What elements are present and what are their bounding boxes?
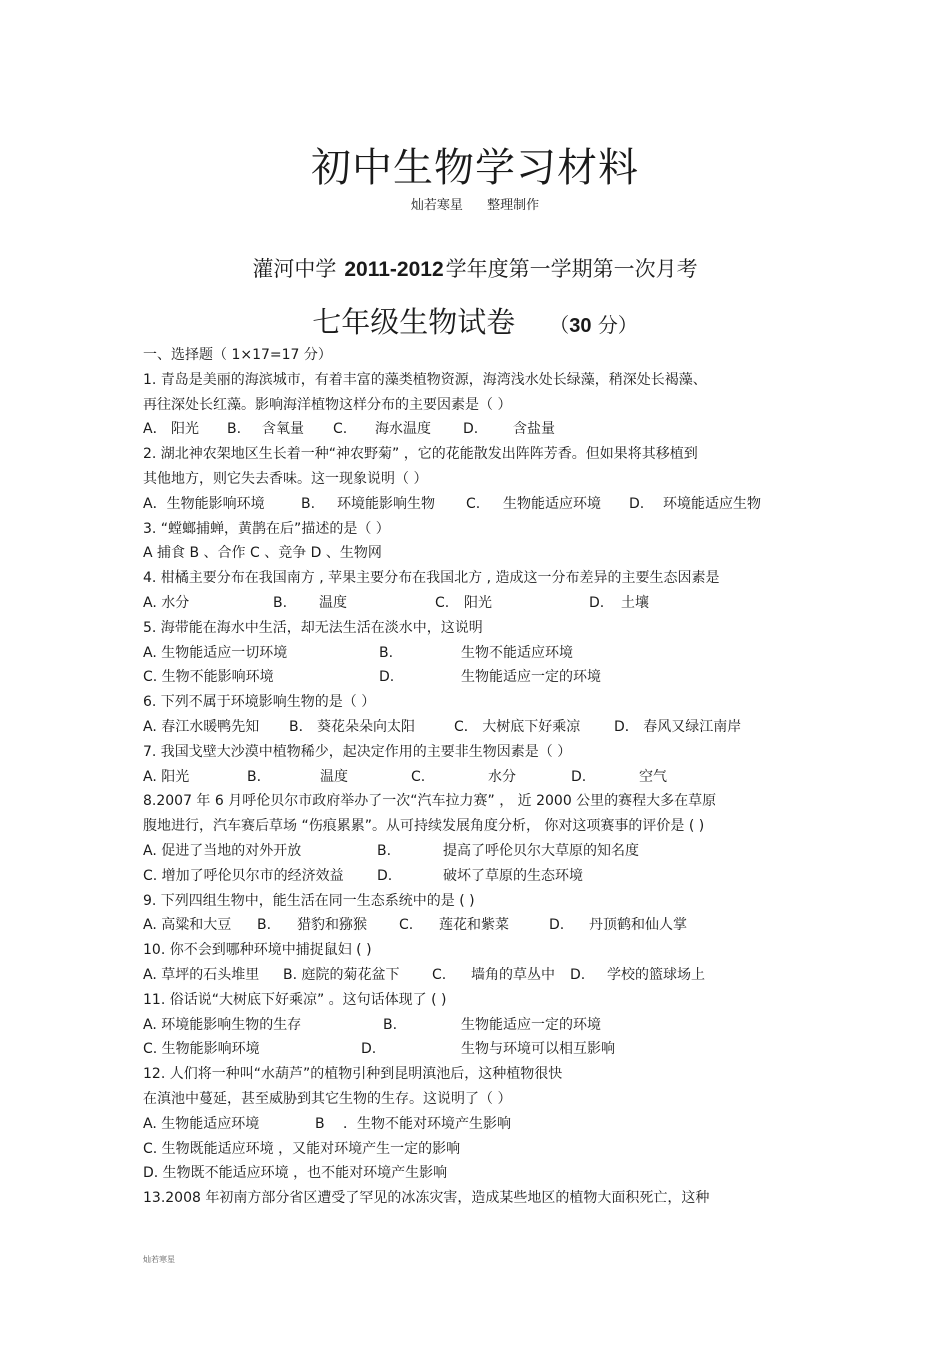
paper-score: （30 分） [549,313,638,337]
text-line [143,765,803,790]
line-text: 2. 湖北神农架地区生长着一种“神农野菊” ，它的花能散发出阵阵芳香。但如果将其移植到 [143,446,698,463]
text-line [143,889,803,914]
author-line [0,194,950,213]
option-text: D． 春风又绿江南岸 [614,718,742,735]
option-text: D. [589,594,605,611]
paper-title-text: 七年级生物试卷 [312,305,516,339]
text-line [143,641,803,666]
line-text: A. 阳光 [143,768,190,785]
option-text: 空气 [639,768,667,785]
text-line [143,1062,803,1087]
text-line [143,740,803,765]
text-line [143,591,803,616]
option-text: C. [399,917,414,934]
line-text: D. 生物既不能适应环境 ，也不能对环境产生影响 [143,1165,448,1182]
option-text: B. [227,421,242,438]
option-text: 生物与环境可以相互影响 [461,1041,615,1058]
line-text: 腹地进行，汽车赛后草场 “伤痕累累”。从可持续发展角度分析， 你对这项赛事的评价是 ( ) [143,818,705,835]
option-text: D. [549,917,565,934]
option-text: D. [377,867,393,884]
option-text: 丹顶鹤和仙人掌 [589,917,687,934]
option-text: 生物不能适应环境 [461,644,573,661]
text-line [143,1186,803,1211]
option-text: B. 庭院的菊花盆下 [283,966,400,983]
text-line [143,467,803,492]
option-text: 生物能适应环境 [503,495,601,512]
option-text: D. [570,966,586,983]
option-text: B. [257,917,272,934]
line-text: A. 促进了当地的对外开放 [143,842,302,859]
line-text: 12. 人们将一种叫“水葫芦”的植物引种到昆明滇池后，这种植物很快 [143,1066,563,1083]
line-text: 10. 你不会到哪种环境中捕捉鼠妇 ( ) [143,942,372,959]
exam-title [0,253,950,283]
text-line [143,393,803,418]
text-line [143,417,803,442]
text-line [143,368,803,393]
text-line [143,913,803,938]
text-line [143,864,803,889]
line-text: A. 高粱和大豆 [143,917,232,934]
line-text: A. 环境能影响生物的生存 [143,1016,302,1033]
text-line [143,988,803,1013]
text-line [143,1161,803,1186]
text-line [143,1112,803,1137]
author-role: 整理制作 [487,198,540,213]
option-text: C． 大树底下好乘凉 [454,718,581,735]
line-text: 一、选择题（ 1×17=17 分） [143,347,332,363]
text-line [143,1013,803,1038]
option-text: C. [435,594,450,611]
line-text: 13.2008 年初南方部分省区遭受了罕见的冰冻灾害，造成某些地区的植物大面积死亡，这种 [143,1190,710,1207]
option-text: B [315,1115,325,1132]
paper-title [0,300,950,341]
option-text: B. [379,644,394,661]
line-text: A. 草坪的石头堆里 [143,966,260,983]
option-text: D. [361,1041,377,1058]
line-text: 4. 柑橘主要分布在我国南方 , 苹果主要分布在我国北方 , 造成这一分布差异的主要生态因素是 [143,570,720,587]
option-text: D. [379,669,395,686]
line-text: A. 水分 [143,594,190,611]
line-text: A． 阳光 [143,421,200,438]
text-line [143,814,803,839]
option-text: 生物能适应一定的环境 [461,1016,601,1033]
exam-term: 学年度第一学期第一次月考 [445,257,698,281]
option-text: 水分 [488,768,516,785]
text-line [143,343,803,368]
text-line [143,1137,803,1162]
line-text: A．生物能影响环境 [143,495,265,512]
option-text: 温度 [320,768,348,785]
line-text: A. 生物能适应环境 [143,1115,260,1132]
line-text: A 捕食 B 、合作 C 、竞争 D 、生物网 [143,545,382,562]
option-text: 学校的篮球场上 [607,966,705,983]
text-line [143,665,803,690]
option-text: 莲花和紫菜 [439,917,509,934]
text-line [143,938,803,963]
exam-years: 2011-2012 [344,258,444,281]
line-text: 其他地方，则它失去香味。这一现象说明（ ） [143,470,428,487]
option-text: 破坏了草原的生态环境 [443,867,583,884]
line-text: 7. 我国戈壁大沙漠中植物稀少，起决定作用的主要非生物因素是（ ） [143,743,572,760]
option-text: 含氧量 [262,421,304,438]
text-line [143,616,803,641]
option-text: 环境能适应生物 [663,495,761,512]
text-line [143,1037,803,1062]
line-text: 6. 下列不属于环境影响生物的是（ ） [143,694,376,711]
line-text: 5. 海带能在海水中生活，却无法生活在淡水中，这说明 [143,619,483,636]
line-text: 1. 青岛是美丽的海滨城市，有着丰富的藻类植物资源，海湾浅水处长绿藻，稍深处长褐藻、 [143,371,707,388]
option-text: 温度 [319,594,347,611]
line-text: C. 生物不能影响环境 [143,669,274,686]
option-text: ．生物不能对环境产生影响 [343,1115,511,1132]
line-text: 11. 俗话说“大树底下好乘凉” 。这句话体现了 ( ) [143,991,447,1008]
line-text: 8.2007 年 6 月呼伦贝尔市政府举办了一次“汽车拉力赛” ， 近 2000 公里的赛程大多在草原 [143,793,717,810]
option-text: 环境能影响生物 [337,495,435,512]
option-text: D. [629,495,645,512]
option-text: B. [247,768,262,785]
text-line [143,789,803,814]
text-line [143,517,803,542]
main-title: 初中生物学习材料 [311,145,639,191]
text-line [143,1087,803,1112]
line-text: A. 生物能适应一切环境 [143,644,288,661]
option-text: 含盐量 [513,421,555,438]
option-text: C. [411,768,426,785]
option-text: B. [301,495,316,512]
text-line [143,963,803,988]
option-text: B． 葵花朵朵向太阳 [289,718,416,735]
line-text: A. 春江水暖鸭先知 [143,718,260,735]
line-text: 在滇池中蔓延，甚至威胁到其它生物的生存。这说明了（ ） [143,1090,512,1107]
line-text: C. 生物既能适应环境 ，又能对环境产生一定的影响 [143,1140,461,1157]
option-text: 猎豹和猕猴 [297,917,367,934]
page-footer: 灿若寒星 [143,1255,175,1264]
text-line [143,839,803,864]
exam-school: 灌河中学 [252,257,337,281]
option-text: 阳光 [464,594,492,611]
text-line [143,690,803,715]
text-line [143,715,803,740]
author-name: 灿若寒星 [410,198,463,213]
option-text: 提高了呼伦贝尔大草原的知名度 [443,842,639,859]
option-text: B. [383,1016,398,1033]
option-text: D. [463,421,479,438]
option-text: 生物能适应一定的环境 [461,669,601,686]
line-text: 9. 下列四组生物中，能生活在同一生态系统中的是 ( ) [143,892,475,909]
line-text: C. 生物能影响环境 [143,1041,260,1058]
option-text: B. [273,594,288,611]
option-text: 海水温度 [375,421,431,438]
option-text: 土壤 [621,594,649,611]
text-line [143,442,803,467]
option-text: C. [432,966,447,983]
text-line [143,492,803,517]
question-body [143,343,803,1211]
option-text: D. [571,768,587,785]
line-text: 再往深处长红藻。影响海洋植物这样分布的主要因素是（ ） [143,396,512,413]
option-text: 墙角的草丛中 [471,966,555,983]
option-text: C. [466,495,481,512]
option-text: B. [377,842,392,859]
line-text: 3. “螳螂捕蝉，黄鹊在后”描述的是（ ） [143,520,390,537]
option-text: C. [333,421,348,438]
text-line [143,541,803,566]
line-text: C. 增加了呼伦贝尔市的经济效益 [143,867,344,884]
text-line [143,566,803,591]
